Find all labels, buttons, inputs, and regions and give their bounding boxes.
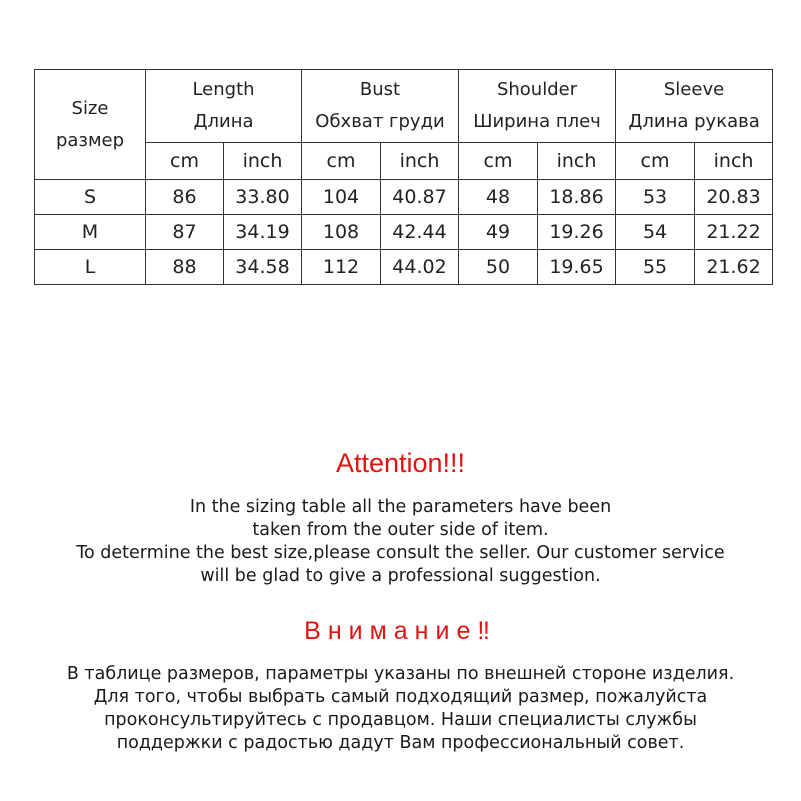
- bust-header-ru: Обхват груди: [315, 111, 445, 132]
- attention-heading-ru: Внимание‼: [304, 617, 497, 645]
- unit-inch: inch: [381, 143, 459, 180]
- notice-line-ru: В таблице размеров, параметры указаны по внешней стороне изделия.: [66, 664, 735, 684]
- length-cm-value: 86: [146, 180, 224, 215]
- unit-cm: cm: [302, 143, 381, 180]
- bust-inch-value: 40.87: [381, 180, 459, 215]
- table-row-s: [35, 180, 773, 215]
- sleeve-inch-value: 20.83: [695, 180, 773, 215]
- notice-line-ru: Для того, чтобы выбрать самый подходящий размер, пожалуйста: [93, 687, 708, 707]
- notice-paragraph: [0, 542, 801, 588]
- size-label: L: [35, 250, 146, 285]
- bust-cm-value: 104: [302, 180, 381, 215]
- notice-line: will be glad to give a professional suggestion.: [200, 566, 601, 586]
- sleeve-cm-value: 53: [616, 180, 695, 215]
- notice-line-ru: проконсультируйтесь с продавцом. Наши специалисты службы: [104, 710, 697, 730]
- bust-cm-value: 108: [302, 215, 381, 250]
- unit-inch: inch: [224, 143, 302, 180]
- unit-inch: inch: [538, 143, 616, 180]
- length-header-ru: Длина: [193, 111, 254, 132]
- table-unit-row: [35, 143, 773, 180]
- unit-inch: inch: [695, 143, 773, 180]
- sleeve-inch-value: 21.62: [695, 250, 773, 285]
- length-inch-value: 34.19: [224, 215, 302, 250]
- size-label: S: [35, 180, 146, 215]
- notice-line-ru: поддержки с радостью дадут Вам профессиональный совет.: [116, 733, 685, 753]
- size-chart-table: [34, 69, 773, 285]
- shoulder-inch-value: 18.86: [538, 180, 616, 215]
- sleeve-header-ru: Длина рукава: [628, 111, 760, 132]
- shoulder-cm-value: 50: [459, 250, 538, 285]
- unit-cm: cm: [459, 143, 538, 180]
- attention-heading: Attention!!!: [335, 448, 466, 478]
- notice-paragraph: [0, 496, 801, 542]
- size-header-ru: размер: [55, 129, 125, 151]
- bust-header: [302, 70, 459, 143]
- shoulder-header-en: Shoulder: [496, 79, 578, 100]
- length-header: [146, 70, 302, 143]
- notice-line: taken from the outer side of item.: [252, 520, 549, 540]
- attention-notice-ru: [0, 663, 801, 755]
- length-header-en: Length: [192, 79, 255, 100]
- shoulder-inch-value: 19.65: [538, 250, 616, 285]
- bust-inch-value: 44.02: [381, 250, 459, 285]
- table-row-m: [35, 215, 773, 250]
- bust-header-en: Bust: [359, 79, 401, 100]
- shoulder-header: [459, 70, 616, 143]
- length-cm-value: 88: [146, 250, 224, 285]
- sleeve-header: [616, 70, 773, 143]
- table-header-row: [35, 70, 773, 143]
- length-inch-value: 34.58: [224, 250, 302, 285]
- length-cm-value: 87: [146, 215, 224, 250]
- bust-cm-value: 112: [302, 250, 381, 285]
- shoulder-cm-value: 49: [459, 215, 538, 250]
- sleeve-inch-value: 21.22: [695, 215, 773, 250]
- sleeve-header-en: Sleeve: [663, 79, 725, 100]
- notice-line: In the sizing table all the parameters have been: [189, 497, 612, 517]
- length-inch-value: 33.80: [224, 180, 302, 215]
- attention-notice-en: [0, 496, 801, 588]
- size-label: M: [35, 215, 146, 250]
- sleeve-cm-value: 55: [616, 250, 695, 285]
- shoulder-header-ru: Ширина плеч: [473, 111, 601, 132]
- sleeve-cm-value: 54: [616, 215, 695, 250]
- table-row-l: [35, 250, 773, 285]
- notice-line: To determine the best size,please consult the seller. Our customer service: [76, 543, 725, 563]
- unit-cm: cm: [616, 143, 695, 180]
- size-column-header: [35, 70, 146, 180]
- unit-cm: cm: [146, 143, 224, 180]
- bust-inch-value: 42.44: [381, 215, 459, 250]
- shoulder-cm-value: 48: [459, 180, 538, 215]
- size-header-en: Size: [71, 97, 109, 119]
- shoulder-inch-value: 19.26: [538, 215, 616, 250]
